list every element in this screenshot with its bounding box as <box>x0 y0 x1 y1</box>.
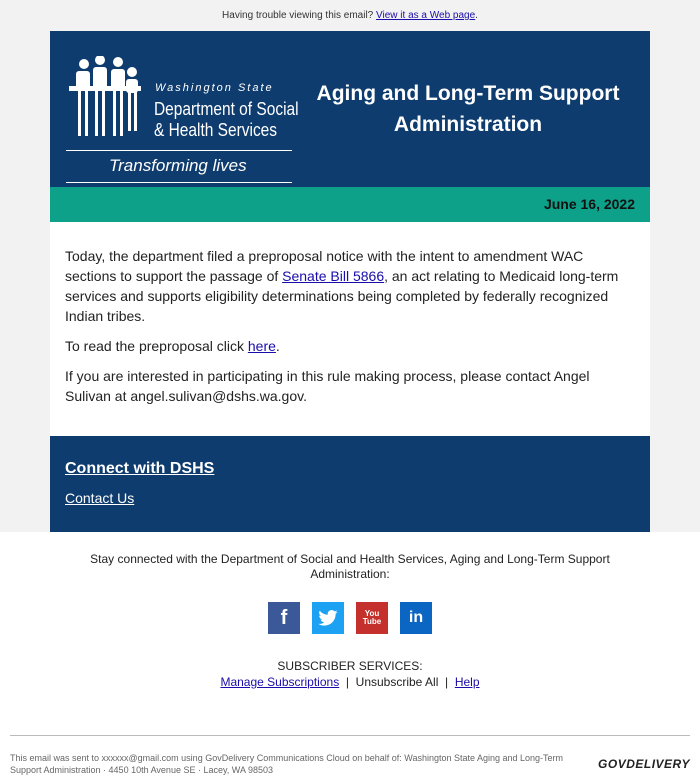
subscriber-services-label: SUBSCRIBER SERVICES: <box>277 659 423 673</box>
body-paragraph-3: If you are interested in participating in this rule making process, please contact Angel Sulivan at angel.sulivan@dshs.wa.gov. <box>65 368 590 404</box>
twitter-bird-icon <box>318 610 338 626</box>
facebook-icon[interactable]: f <box>268 602 300 634</box>
connect-heading-link[interactable]: Connect with DSHS <box>65 460 215 477</box>
date-bar <box>50 187 650 222</box>
p2-text-a: To read the preproposal click <box>65 338 248 354</box>
logo-divider-bottom <box>66 182 292 183</box>
logo-tagline: Transforming lives <box>109 156 247 175</box>
contact-us-link[interactable]: Contact Us <box>65 490 135 506</box>
preproposal-here-link[interactable]: here <box>247 338 276 354</box>
email-frame <box>0 31 700 532</box>
senate-bill-link[interactable]: Senate Bill 5866 <box>282 268 385 284</box>
period-text: . <box>475 10 478 21</box>
body-paragraph-2 <box>65 336 635 356</box>
logo-dept-line1: Department of Social <box>154 99 299 119</box>
p1-text-b: , an act relating to Medicaid long-term services and supports eligibility determinations being completed by federally recognized Indian tribes. <box>65 268 619 324</box>
title-line2: Administration <box>393 113 543 136</box>
manage-subscriptions-link[interactable]: Manage Subscriptions <box>220 675 340 689</box>
subscriber-services <box>0 658 700 690</box>
view-web-page-link[interactable]: View it as a Web page <box>376 10 476 21</box>
separator: | <box>345 675 349 689</box>
title-line1: Aging and Long-Term Support <box>316 82 620 105</box>
twitter-icon[interactable] <box>312 602 344 634</box>
logo-state-text: Washington State <box>155 82 274 94</box>
body-paragraph-1 <box>65 246 635 326</box>
subscriber-links <box>0 674 700 690</box>
social-links <box>0 602 700 634</box>
trouble-viewing-text: Having trouble viewing this email? <box>222 10 374 21</box>
email-body <box>50 222 650 436</box>
people-figures-icon <box>66 56 146 136</box>
legal-row <box>0 736 700 776</box>
p1-text-a: Today, the department filed a preproposal notice with the intent to amendment WAC sections to support the passage of <box>65 248 584 284</box>
view-online-bar <box>0 0 700 31</box>
help-link[interactable]: Help <box>454 675 480 689</box>
logo-dept-line2: & Health Services <box>154 120 278 140</box>
logo-divider <box>66 150 292 151</box>
p2-text-b: . <box>275 338 280 354</box>
email-card <box>50 31 650 532</box>
dshs-logo <box>66 44 299 175</box>
email-header <box>50 31 650 187</box>
newsletter-title <box>296 78 650 140</box>
stay-connected-text: Stay connected with the Department of Social and Health Services, Aging and Long-Term Support Administration: <box>90 552 610 581</box>
govdelivery-logo[interactable]: GOVDELIVERY <box>598 757 690 771</box>
connect-section <box>50 436 650 532</box>
publish-date: June 16, 2022 <box>543 196 635 212</box>
legal-text: This email was sent to xxxxxx@gmail.com using GovDelivery Communications Cloud on behalf of: Washington State Aging and Long-Term Support Administration · 4450 10th Avenue SE · Lacey, WA 98503 <box>10 753 564 775</box>
email-footer <box>0 532 700 776</box>
unsubscribe-all-link[interactable]: Unsubscribe All <box>355 675 439 689</box>
linkedin-icon[interactable]: in <box>400 602 432 634</box>
youtube-icon[interactable]: You Tube <box>356 602 388 634</box>
separator: | <box>445 675 449 689</box>
